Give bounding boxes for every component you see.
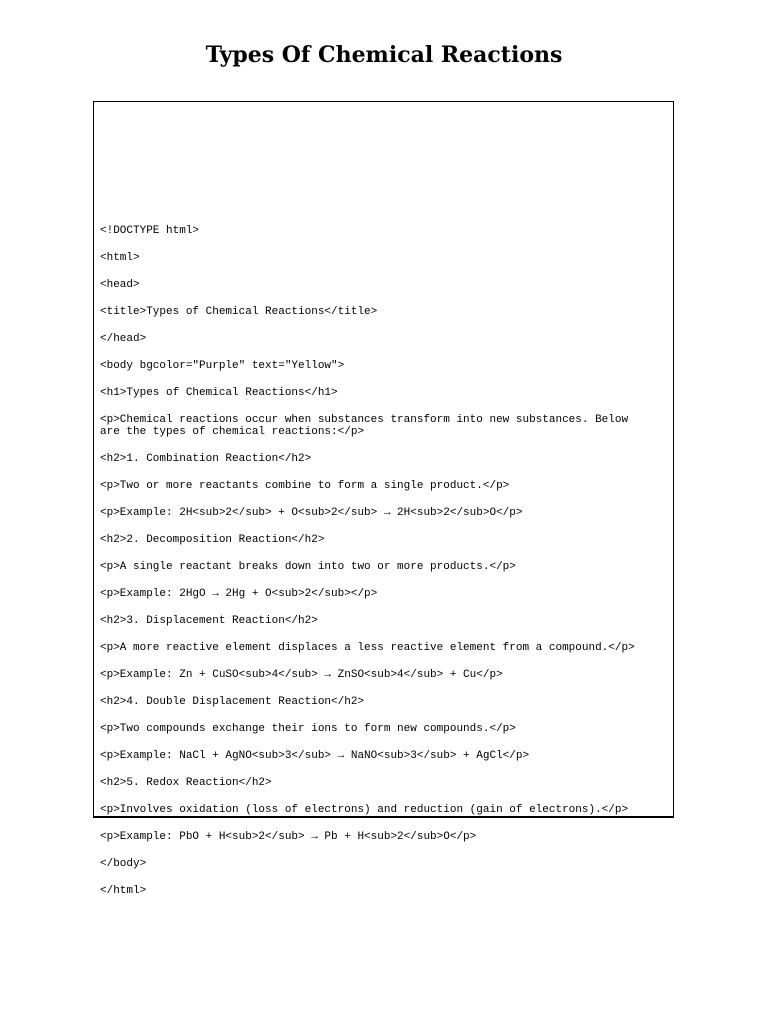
code-line: <p>Involves oxidation (loss of electrons) and reduction (gain of electrons).</p> bbox=[100, 804, 629, 816]
code-line: <p>Example: Zn + CuSO<sub>4</sub> → ZnSO<sub>4</sub> + Cu</p> bbox=[100, 669, 503, 681]
code-line: <p>A more reactive element displaces a less reactive element from a compound.</p> bbox=[100, 642, 635, 654]
code-line: </head> bbox=[100, 333, 147, 345]
code-line: <p>Example: NaCl + AgNO<sub>3</sub> → NaNO<sub>3</sub> + AgCl</p> bbox=[100, 750, 530, 762]
code-line: <p>Chemical reactions occur when substances transform into new substances. Below are the types of chemical reactions:</p> bbox=[100, 414, 629, 438]
code-line: <p>Example: PbO + H<sub>2</sub> → Pb + H<sub>2</sub>O</p> bbox=[100, 831, 477, 843]
code-line: <title>Types of Chemical Reactions</title> bbox=[100, 306, 378, 318]
code-line: <p>Two or more reactants combine to form a single product.</p> bbox=[100, 480, 510, 492]
code-line: <html> bbox=[100, 252, 140, 264]
code-line: <p>A single reactant breaks down into two or more products.</p> bbox=[100, 561, 516, 573]
code-line: <h2>4. Double Displacement Reaction</h2> bbox=[100, 696, 365, 708]
code-line: </body> bbox=[100, 858, 147, 870]
code-line: <h1>Types of Chemical Reactions</h1> bbox=[100, 387, 338, 399]
code-line: <head> bbox=[100, 279, 140, 291]
page-title: Types Of Chemical Reactions bbox=[205, 42, 563, 68]
code-line: <p>Example: 2H<sub>2</sub> + O<sub>2</sub> → 2H<sub>2</sub>O</p> bbox=[100, 507, 523, 519]
code-line: <h2>5. Redox Reaction</h2> bbox=[100, 777, 272, 789]
code-line: <p>Two compounds exchange their ions to form new compounds.</p> bbox=[100, 723, 516, 735]
code-line: <h2>3. Displacement Reaction</h2> bbox=[100, 615, 318, 627]
code-line: <p>Example: 2HgO → 2Hg + O<sub>2</sub></p> bbox=[100, 588, 378, 600]
code-line: <h2>1. Combination Reaction</h2> bbox=[100, 453, 312, 465]
code-line: <h2>2. Decomposition Reaction</h2> bbox=[100, 534, 325, 546]
code-block bbox=[93, 101, 674, 897]
code-line: </html> bbox=[100, 885, 147, 897]
code-line: <body bgcolor="Purple" text="Yellow"> bbox=[100, 360, 345, 372]
code-line: <!DOCTYPE html> bbox=[100, 225, 200, 237]
